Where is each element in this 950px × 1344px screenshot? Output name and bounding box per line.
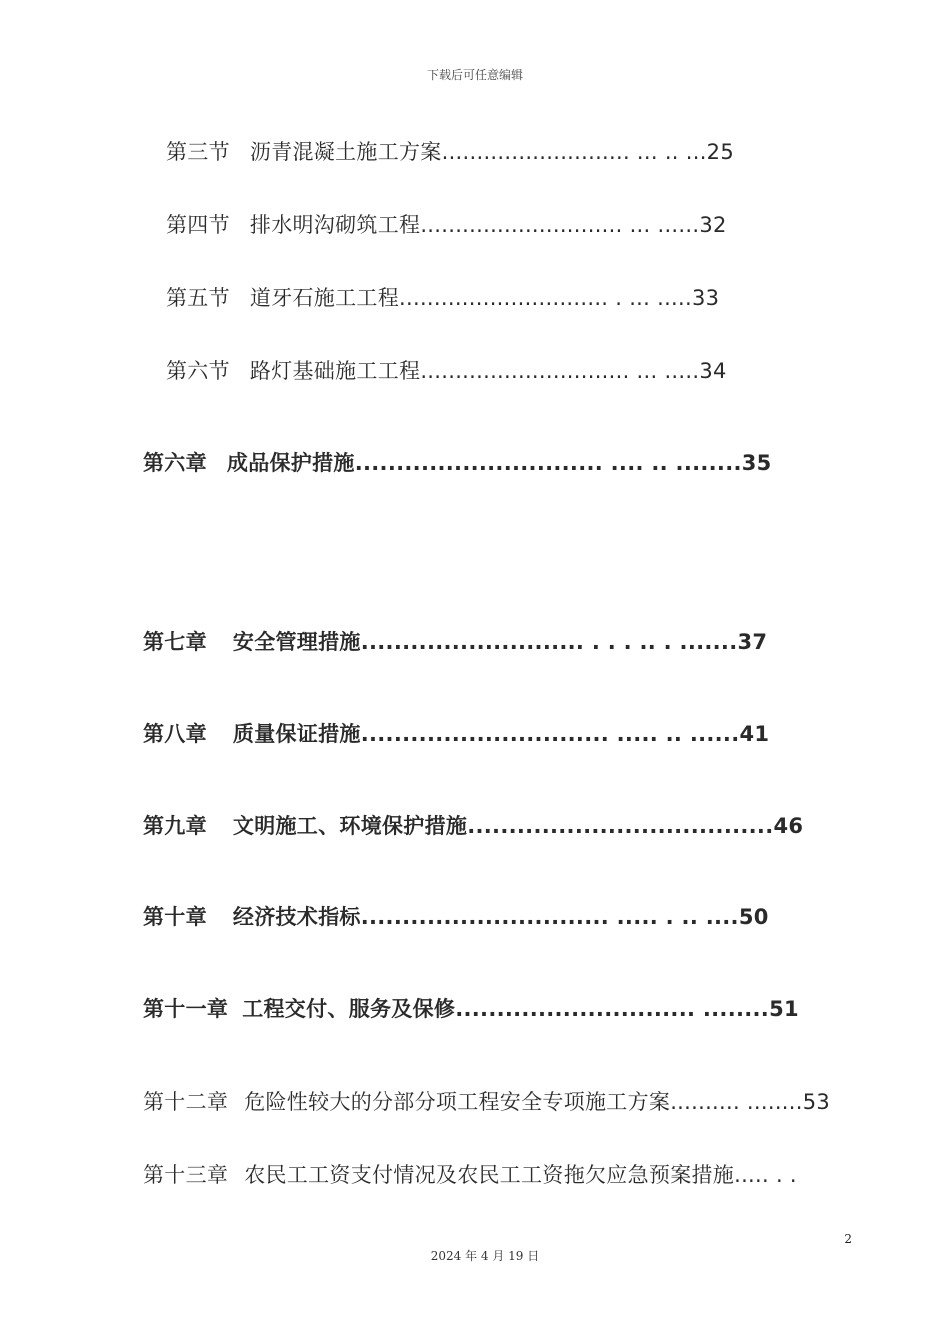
page-header: 下载后可任意编辑 <box>426 68 523 82</box>
toc-dots: .............................. ... ..... <box>420 359 700 383</box>
toc-dots: ..... . . <box>734 1163 797 1187</box>
toc-dots: ..................................... <box>467 814 774 838</box>
toc-title: 沥青混凝土施工方案 <box>249 140 442 164</box>
toc-entry-chapter-6[interactable] <box>143 447 772 477</box>
toc-label: 第四节 <box>166 213 230 237</box>
page-number: 2 <box>844 1232 852 1246</box>
toc-dots: .............................. ..... .. ...... <box>360 722 740 746</box>
toc-label: 第十章 <box>143 905 207 929</box>
toc-dots: ............................. ........ <box>455 997 770 1021</box>
toc-entry-section-4[interactable] <box>166 209 727 239</box>
toc-dots: ........................... ... .. ... <box>441 140 707 164</box>
toc-entry-chapter-13[interactable] <box>143 1159 797 1189</box>
toc-entry-section-3[interactable] <box>166 136 734 166</box>
toc-label: 第七章 <box>143 630 207 654</box>
toc-page: 50 <box>738 905 769 929</box>
toc-label: 第六节 <box>166 359 230 383</box>
toc-page: 25 <box>706 140 734 164</box>
toc-label: 第十三章 <box>143 1163 229 1187</box>
toc-label: 第八章 <box>143 722 207 746</box>
toc-title: 成品保护措施 <box>226 451 355 475</box>
toc-title: 排水明沟砌筑工程 <box>249 213 421 237</box>
toc-title: 经济技术指标 <box>232 905 361 929</box>
toc-dots: .......... ........ <box>670 1090 803 1114</box>
toc-page: 53 <box>802 1090 831 1114</box>
toc-entry-chapter-8[interactable] <box>143 718 769 748</box>
toc-page: 33 <box>691 286 720 310</box>
toc-page: 41 <box>739 722 770 746</box>
toc-title: 质量保证措施 <box>232 722 361 746</box>
toc-entry-chapter-10[interactable] <box>143 901 769 931</box>
toc-dots: .............................. . ... ..... <box>399 286 692 310</box>
toc-title: 道牙石施工工程 <box>249 286 400 310</box>
toc-dots: ............................. ... ...... <box>420 213 700 237</box>
toc-dots: .............................. ..... . .. .... <box>360 905 739 929</box>
toc-title: 危险性较大的分部分项工程安全专项施工方案 <box>244 1090 671 1114</box>
toc-page: 51 <box>769 997 799 1021</box>
toc-page: 46 <box>773 814 804 838</box>
toc-entry-chapter-7[interactable] <box>143 626 767 656</box>
toc-label: 第十二章 <box>143 1090 229 1114</box>
toc-page: 35 <box>741 451 772 475</box>
toc-label: 第三节 <box>166 140 230 164</box>
toc-entry-chapter-12[interactable] <box>143 1086 830 1116</box>
toc-page: 37 <box>737 630 768 654</box>
toc-title: 安全管理措施 <box>232 630 361 654</box>
toc-title: 文明施工、环境保护措施 <box>232 814 468 838</box>
toc-page: 32 <box>699 213 727 237</box>
toc-entry-section-5[interactable] <box>166 282 719 312</box>
toc-title: 农民工工资支付情况及农民工工资拖欠应急预案措施 <box>244 1163 735 1187</box>
toc-dots: ........................... . . . .. . ....... <box>360 630 738 654</box>
toc-label: 第五节 <box>166 286 230 310</box>
toc-entry-chapter-9[interactable] <box>143 810 803 840</box>
toc-dots: .............................. .... .. ........ <box>354 451 742 475</box>
toc-entry-chapter-11[interactable] <box>143 993 799 1023</box>
toc-label: 第十一章 <box>143 997 229 1021</box>
toc-page: 34 <box>699 359 727 383</box>
toc-label: 第六章 <box>143 451 207 475</box>
toc-title: 路灯基础施工工程 <box>249 359 421 383</box>
page-footer-date: 2024 年 4 月 19 日 <box>430 1249 540 1263</box>
toc-entry-section-6[interactable] <box>166 355 727 385</box>
toc-label: 第九章 <box>143 814 207 838</box>
toc-title: 工程交付、服务及保修 <box>242 997 456 1021</box>
